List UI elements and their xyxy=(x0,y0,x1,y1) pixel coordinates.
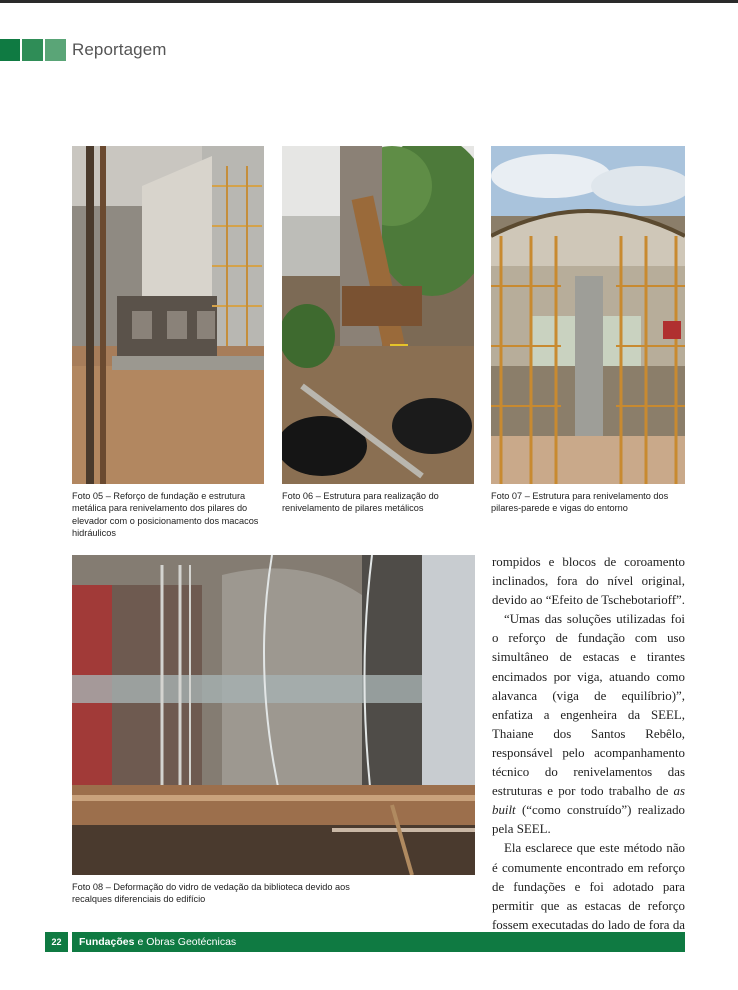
article-paragraph-2-text-a: “Umas das soluções utilizadas foi o reforço de fundação com uso simultâneo de estacas e tirantes encimados por viga, atuando como alavanca (viga de equilíbrio)”, enfatiza a engenheira da SEEL, Thaiane dos Santos Rebêlo, responsável pelo acompanhamento técnico do renivelamentos das estruturas e por todo trabalho de xyxy=(492,612,685,799)
photo-08 xyxy=(72,555,475,875)
article-paragraph-2-text-b: (“como construído”) realizado pela SEEL. xyxy=(492,803,685,837)
caption-photo-08: Foto 08 – Deformação do vidro de vedação da biblioteca devido aos recalques diferenciais do edifício xyxy=(72,882,350,905)
magazine-footer xyxy=(72,932,685,952)
magazine-name-sep: e xyxy=(137,936,144,948)
magazine-name-part1: Fundações xyxy=(79,936,135,948)
page-number: 22 xyxy=(45,932,68,952)
photo-07 xyxy=(491,146,685,484)
caption-photo-07: Foto 07 – Estrutura para renivelamento dos pilares-parede e vigas do entorno xyxy=(491,491,669,514)
section-title: Reportagem xyxy=(72,40,167,59)
article-body xyxy=(492,553,685,954)
page-top-edge xyxy=(0,0,738,3)
photo-05 xyxy=(72,146,264,484)
article-paragraph-1: rompidos e blocos de coroamento inclinados, fora do nível original, devido ao “Efeito de Tschebotarioff”. xyxy=(492,555,685,608)
article-paragraph-2 xyxy=(492,610,685,839)
article-paragraph-3: Ela esclarece que este método não é comumente encontrado em reforço de fundações e foi adotado para permitir que as estacas de reforço fossem executadas do lado de fora da xyxy=(492,841,685,932)
magazine-name-part2: Obras Geotécnicas xyxy=(146,936,237,948)
caption-photo-05: Foto 05 – Reforço de fundação e estrutura metálica para renivelamento dos pilares do elevador com o posicionamento dos macacos hidráulicos xyxy=(72,491,259,539)
photo-06 xyxy=(282,146,474,484)
caption-photo-06: Foto 06 – Estrutura para realização do renivelamento de pilares metálicos xyxy=(282,491,439,514)
section-color-blocks xyxy=(0,39,68,61)
article-paragraph-2-italic: as built xyxy=(492,784,685,818)
